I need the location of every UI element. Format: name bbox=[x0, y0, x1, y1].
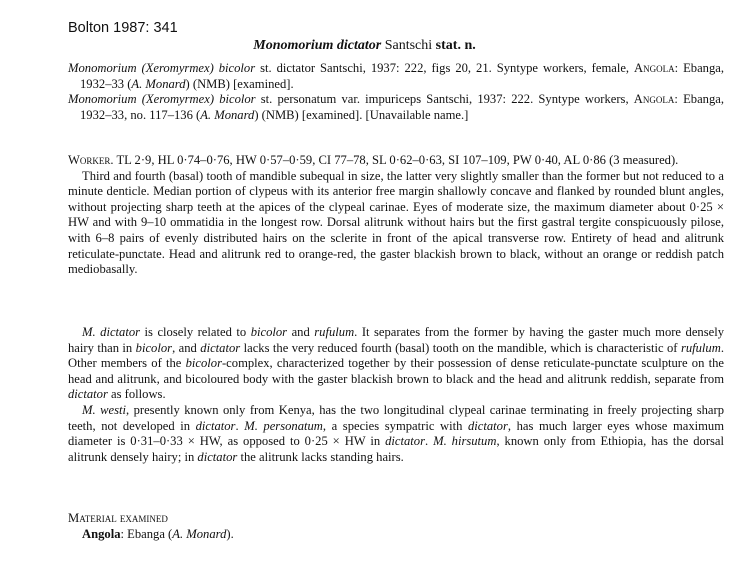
material-collector: A. Monard bbox=[172, 526, 227, 541]
synonymy-entry bbox=[68, 92, 724, 123]
species-name: Monomorium dictator bbox=[253, 38, 382, 53]
taxon-name: M. westi bbox=[82, 402, 126, 417]
material-end: ). bbox=[226, 526, 234, 541]
synonym-rest: ) (NMB) [examined]. [Unavailable name.] bbox=[254, 107, 469, 122]
discussion-text: . bbox=[425, 434, 434, 449]
taxon-name: dictator bbox=[467, 418, 508, 433]
discussion-text: and bbox=[287, 325, 315, 339]
taxon-name: dictator bbox=[385, 434, 426, 449]
synonym-text: st. dictator Santschi, 1937: 222, figs 20, 21. Syntype workers, female, bbox=[255, 61, 635, 75]
synonym-text: st. personatum var. impuriceps Santschi, 1937: 222. Syntype workers, bbox=[255, 92, 634, 107]
synonym-locality-label: Angola bbox=[633, 92, 675, 107]
discussion-text: , a species sympatric with bbox=[322, 418, 468, 433]
discussion-text: , and bbox=[172, 340, 201, 355]
synonym-name: Monomorium (Xeromyrmex) bicolor bbox=[68, 61, 256, 75]
worker-description: Third and fourth (basal) tooth of mandible subequal in size, the latter very slightly smaller than the former but not reduced to a minute denticle. Median portion of clypeus with its anterior free margin shallowly concave and flanked by rounded blunt angles, without projecting sharp teeth at the apices of the clypeal carinae. Eyes of moderate size, the maximum diameter about 0·25 × HW and with 9–10 ommatidia in the longest row. Dorsal alitrunk without hairs but the first gastral tergite conspicuously pilose, with 6–8 pairs of evenly distributed hairs on the sclerite in front of the apical transverse row. Entirety of head and alitrunk reticulate-punctate. Head and alitrunk red to orange-red, the gaster blackish brown to black, without an orange or reddish patch mediobasally. bbox=[68, 168, 724, 277]
discussion-text: , presently known only from Kenya, has the two longitudinal clypeal carinae terminating in freely projecting sharp teeth, not developed in bbox=[68, 402, 724, 433]
taxon-name: M. hirsutum bbox=[433, 434, 497, 449]
discussion-text: -complex, characterized together by their possession of dense reticulate-punctate sculpture on the head and alitrunk, and bicoloured body with the gaster blackish brown to black and the head and alitrunk reddish, separate from bbox=[68, 356, 725, 386]
discussion-text: as follows. bbox=[107, 387, 166, 402]
taxon-name: dictator bbox=[195, 418, 236, 433]
taxon-name: bicolor bbox=[185, 356, 222, 371]
taxon-name: dictator bbox=[200, 340, 241, 355]
worker-measurements-text: . TL 2·9, HL 0·74–0·76, HW 0·57–0·59, CI 77–78, SL 0·62–0·63, SI 107–109, PW 0·40, AL 0·86 (3 measured). bbox=[110, 153, 679, 167]
taxon-name: rufulum bbox=[680, 340, 721, 355]
discussion-text: . It separates from the former by having the gaster much more densely hairy than in bbox=[68, 325, 725, 355]
discussion-text: , known only from Ethiopia, has the dorsal alitrunk densely hairy; in bbox=[68, 434, 725, 464]
discussion-section bbox=[68, 325, 724, 465]
taxon-name: M. personatum bbox=[244, 418, 323, 433]
taxon-name: rufulum bbox=[314, 325, 355, 339]
synonym-name: Monomorium (Xeromyrmex) bicolor bbox=[68, 92, 256, 107]
discussion-text: . Other members of the bbox=[68, 340, 724, 371]
discussion-text: lacks the very reduced fourth (basal) tooth on the mandible, which is characteristic of bbox=[240, 340, 681, 355]
synonymy-entry bbox=[68, 61, 724, 92]
material-locality: : Ebanga ( bbox=[120, 526, 173, 541]
taxon-name: dictator bbox=[68, 387, 108, 402]
worker-section bbox=[68, 153, 724, 278]
taxon-name: bicolor bbox=[250, 325, 288, 339]
synonym-collector: A. Monard bbox=[200, 107, 255, 122]
species-title bbox=[0, 38, 729, 54]
taxon-name: M. dictator bbox=[82, 325, 141, 339]
citation-label: Bolton 1987: 341 bbox=[68, 20, 178, 36]
synonym-locality-label: Angola bbox=[634, 61, 675, 75]
material-heading: Material examined bbox=[68, 511, 168, 525]
discussion-text: is closely related to bbox=[140, 325, 251, 339]
taxon-name: dictator bbox=[197, 449, 238, 464]
discussion-paragraph bbox=[68, 403, 724, 465]
synonym-locality: : Ebanga, 1932–33 ( bbox=[80, 61, 724, 91]
worker-label: Worker bbox=[68, 153, 111, 167]
worker-measurements bbox=[68, 153, 724, 169]
discussion-paragraph bbox=[68, 325, 724, 403]
species-status: stat. n. bbox=[435, 38, 476, 53]
discussion-text: . bbox=[235, 418, 245, 433]
synonym-locality: : Ebanga, 1932–33, no. 117–136 ( bbox=[80, 92, 724, 122]
species-author: Santschi bbox=[384, 38, 433, 53]
material-country: Angola bbox=[82, 526, 121, 541]
synonymy-list bbox=[68, 61, 724, 123]
synonym-collector: A. Monard bbox=[131, 76, 186, 91]
material-section bbox=[68, 511, 724, 542]
taxon-name: bicolor bbox=[135, 340, 173, 355]
synonym-rest: ) (NMB) [examined]. bbox=[185, 76, 294, 91]
discussion-text: the alitrunk lacks standing hairs. bbox=[237, 449, 404, 464]
material-entry bbox=[68, 527, 724, 543]
discussion-text: , has much larger eyes whose maximum diameter is 0·31–0·33 × HW, as opposed to 0·25 × HW in bbox=[68, 418, 725, 449]
